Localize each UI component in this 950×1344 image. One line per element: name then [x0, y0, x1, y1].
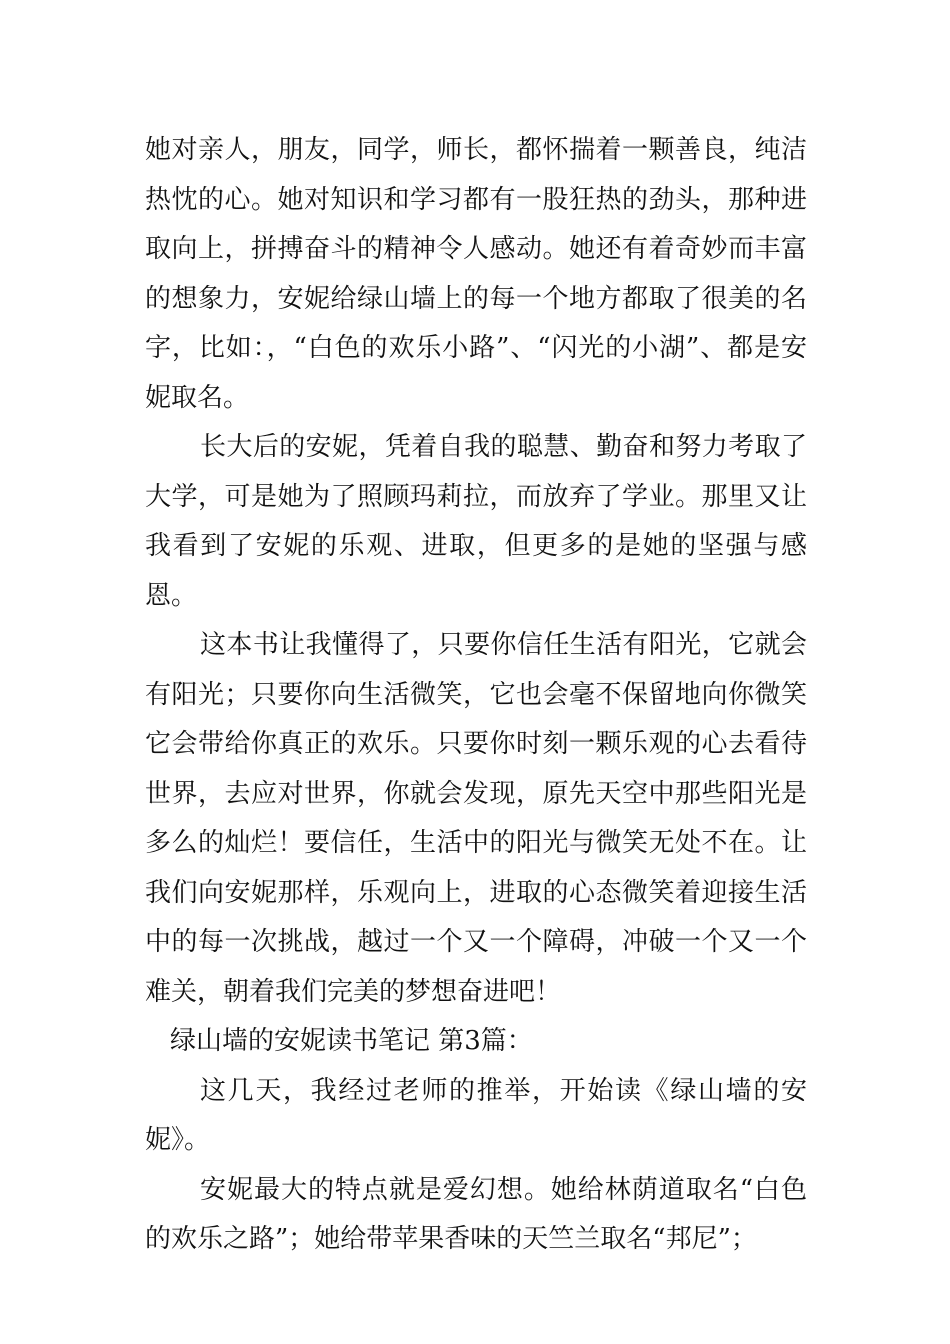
paragraph-1: 她对亲人，朋友，同学，师长，都怀揣着一颗善良，纯洁热忱的心。她对知识和学习都有一股狂热的劲头，那种进取向上，拼搏奋斗的精神令人感动。她还有着奇妙而丰富的想象力，安妮给绿山墙上的每一个地方都取了很美的名字，比如：，“白色的欢乐小路”、“闪光的小湖”、都是安妮取名。 [145, 135, 807, 413]
paragraph-4: 这几天，我经过老师的推举，开始读《绿山墙的安妮》。 [145, 1075, 807, 1155]
paragraph-2: 长大后的安妮，凭着自我的聪慧、勤奋和努力考取了大学，可是她为了照顾玛莉拉，而放弃了学业。那里又让我看到了安妮的乐观、进取，但更多的是她的坚强与感恩。 [145, 432, 807, 611]
document-page [145, 126, 807, 1265]
paragraph-3: 这本书让我懂得了，只要你信任生活有阳光，它就会有阳光；只要你向生活微笑，它也会毫不保留地向你微笑它会带给你真正的欢乐。只要你时刻一颗乐观的心去看待世界，去应对世界，你就会发现，原先天空中那些阳光是多么的灿烂！要信任，生活中的阳光与微笑无处不在。让我们向安妮那样，乐观向上，进取的心态微笑着迎接生活中的每一次挑战，越过一个又一个障碍，冲破一个又一个难关，朝着我们完美的梦想奋进吧！ [145, 630, 807, 1007]
paragraph-5: 安妮最大的特点就是爱幻想。她给林荫道取名“白色的欢乐之路”；她给带苹果香味的天竺兰取名“邦尼”； [145, 1174, 807, 1254]
section-heading: 绿山墙的安妮读书笔记 第3篇： [170, 1026, 533, 1056]
